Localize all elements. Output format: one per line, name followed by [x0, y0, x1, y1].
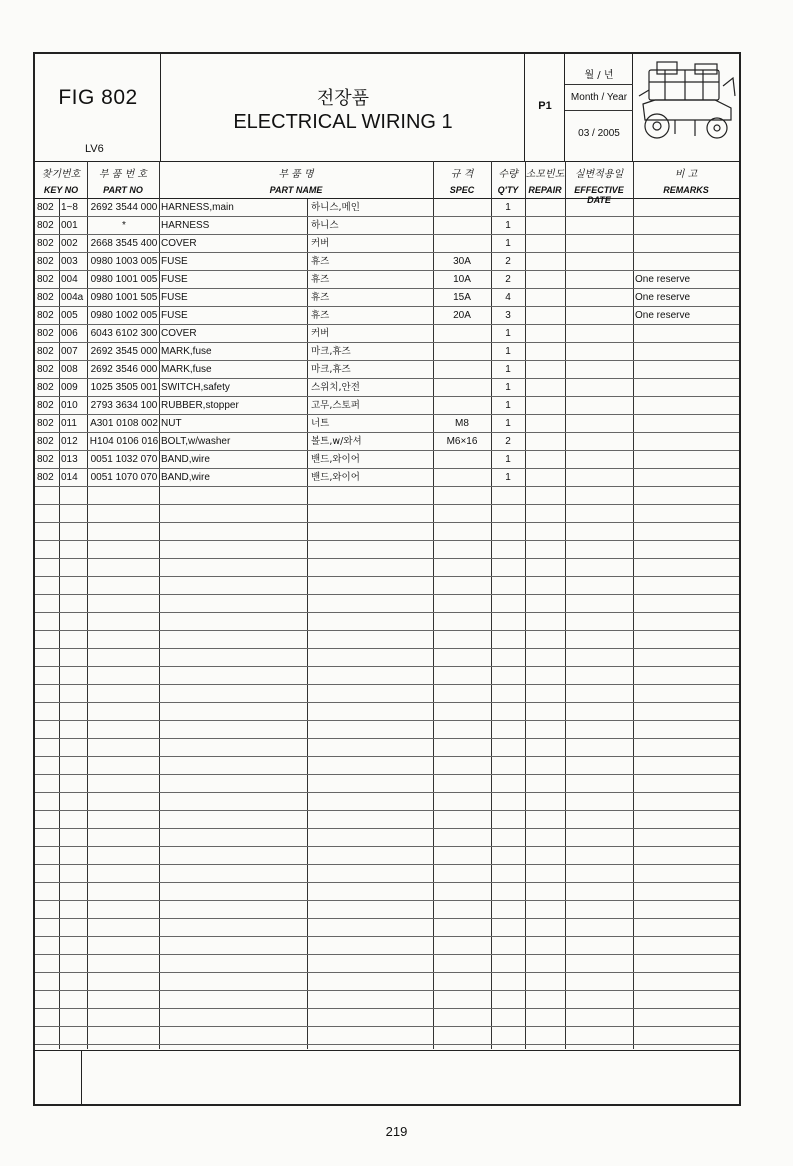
cell-part-no: 2692 3544 000 — [90, 202, 158, 213]
cell-part-no: 0980 1003 005 — [90, 256, 158, 267]
table-row — [35, 325, 739, 343]
cell-qty: 1 — [505, 346, 511, 357]
cell-name-en: RUBBER,stopper — [161, 400, 239, 411]
cell-name-kr: 하니스,메인 — [311, 202, 360, 213]
cell-part-no: 0980 1001 005 — [90, 274, 158, 285]
table-row — [35, 361, 739, 379]
cell-spec — [433, 235, 491, 252]
cell-name-kr: 스위치,안전 — [311, 382, 360, 393]
cell-fig: 802 — [37, 238, 54, 249]
cell-key: 006 — [61, 328, 78, 339]
table-row — [35, 595, 739, 613]
cell-key: 008 — [61, 364, 78, 375]
cell-key: 004 — [61, 274, 78, 285]
table-row — [35, 487, 739, 505]
cell-name-kr: 볼트,w/와셔 — [311, 436, 362, 447]
title-english: ELECTRICAL WIRING 1 — [233, 111, 453, 133]
cell-fig: 802 — [37, 328, 54, 339]
table-row — [35, 613, 739, 631]
cell-fig: 802 — [37, 382, 54, 393]
cell-remarks — [635, 343, 739, 360]
cell-key: 011 — [61, 418, 77, 429]
table-row — [35, 865, 739, 883]
cell-key: 1~8 — [61, 202, 78, 213]
cell-spec: 10A — [453, 274, 471, 285]
table-row — [35, 307, 739, 325]
note-area — [35, 1050, 739, 1104]
table-row — [35, 901, 739, 919]
table-row — [35, 289, 739, 307]
table-row — [35, 703, 739, 721]
cell-part-no: 2692 3546 000 — [90, 364, 158, 375]
cell-key: 009 — [61, 382, 78, 393]
cell-fig: 802 — [37, 364, 54, 375]
cell-qty: 2 — [505, 274, 511, 285]
table-row — [35, 199, 739, 217]
cell-spec: 15A — [453, 292, 471, 303]
fig-cell — [35, 54, 161, 161]
table-row — [35, 415, 739, 433]
table-row — [35, 955, 739, 973]
cell-part-no: A301 0108 002 — [90, 418, 158, 429]
cell-name-en: MARK,fuse — [161, 364, 212, 375]
cell-spec — [433, 217, 491, 234]
cell-name-en: MARK,fuse — [161, 346, 212, 357]
cell-fig: 802 — [37, 346, 54, 357]
cell-qty: 1 — [505, 418, 511, 429]
cell-remarks — [635, 379, 739, 396]
cell-part-no: * — [122, 220, 126, 231]
cell-qty: 1 — [505, 238, 511, 249]
table-row — [35, 919, 739, 937]
cell-qty: 1 — [505, 328, 511, 339]
cell-remarks — [635, 325, 739, 342]
cell-fig: 802 — [37, 202, 54, 213]
cell-spec — [433, 199, 491, 216]
table-row — [35, 541, 739, 559]
cell-part-no: 6043 6102 300 — [90, 328, 158, 339]
cell-spec: M8 — [455, 418, 469, 429]
cell-part-no: 0051 1070 070 — [90, 472, 158, 483]
cell-qty: 1 — [505, 220, 511, 231]
cell-qty: 1 — [505, 202, 511, 213]
cell-part-no: 0980 1001 505 — [90, 292, 158, 303]
cell-name-en: FUSE — [161, 274, 188, 285]
table-row — [35, 433, 739, 451]
table-row — [35, 793, 739, 811]
cell-spec — [433, 469, 491, 486]
cell-remarks — [635, 253, 739, 270]
cell-remarks: One reserve — [635, 274, 691, 285]
cell-name-en: BOLT,w/washer — [161, 436, 231, 447]
cell-key: 007 — [61, 346, 78, 357]
cell-name-en: COVER — [161, 328, 197, 339]
cell-name-en: FUSE — [161, 256, 188, 267]
cell-name-kr: 커버 — [311, 328, 330, 339]
table-row — [35, 829, 739, 847]
cell-qty: 2 — [505, 436, 511, 447]
cell-name-kr: 휴즈 — [311, 292, 330, 303]
cell-name-en: BAND,wire — [161, 454, 210, 465]
part-name-header: 부 품 명 PART NAME — [269, 169, 323, 195]
cell-name-kr: 휴즈 — [311, 310, 330, 321]
cell-fig: 802 — [37, 418, 54, 429]
cell-spec — [433, 343, 491, 360]
page-id: P1 — [538, 100, 552, 112]
table-row — [35, 523, 739, 541]
cell-remarks — [635, 361, 739, 378]
table-row — [35, 451, 739, 469]
cell-qty: 1 — [505, 364, 511, 375]
cell-key: 014 — [61, 472, 78, 483]
cell-remarks: One reserve — [635, 292, 691, 303]
cell-name-en: FUSE — [161, 292, 188, 303]
cell-key: 004a — [61, 292, 84, 303]
table-row — [35, 685, 739, 703]
cell-name-kr: 고무,스토퍼 — [311, 400, 360, 411]
issue-date: 03 / 2005 — [578, 128, 620, 139]
table-row — [35, 235, 739, 253]
model-name: LV6 — [85, 143, 104, 155]
cell-name-en: HARNESS — [161, 220, 210, 231]
cell-name-en: HARNESS,main — [161, 202, 234, 213]
cell-qty: 1 — [505, 382, 511, 393]
spec-header: 규 격 SPEC — [449, 169, 475, 195]
cell-name-en: FUSE — [161, 310, 188, 321]
cell-qty: 2 — [505, 256, 511, 267]
table-row — [35, 469, 739, 487]
cell-fig: 802 — [37, 220, 54, 231]
cell-remarks — [635, 217, 739, 234]
cell-fig: 802 — [37, 436, 54, 447]
month-year-label: Month / Year — [570, 92, 628, 103]
table-row — [35, 649, 739, 667]
cell-fig: 802 — [37, 274, 54, 285]
cell-spec — [433, 397, 491, 414]
cell-key: 005 — [61, 310, 78, 321]
cell-key: 001 — [61, 220, 78, 231]
cell-part-no: 2793 3634 100 — [90, 400, 158, 411]
key-no-header: 찾기번호 KEY NO — [41, 169, 81, 195]
cell-part-no: 0980 1002 005 — [90, 310, 158, 321]
cell-name-kr: 밴드,와이어 — [311, 454, 360, 465]
cell-name-kr: 밴드,와이어 — [311, 472, 360, 483]
page-number: 219 — [385, 1124, 408, 1139]
cell-spec: 20A — [453, 310, 471, 321]
table-row — [35, 757, 739, 775]
parts-sheet — [33, 52, 741, 1106]
cell-fig: 802 — [37, 292, 54, 303]
qty-header: 수량 Q'TY — [497, 169, 519, 195]
table-row — [35, 1009, 739, 1027]
cell-qty: 1 — [505, 472, 511, 483]
cell-fig: 802 — [37, 310, 54, 321]
cell-part-no: 2668 3545 400 — [90, 238, 158, 249]
table-row — [35, 217, 739, 235]
table-row — [35, 775, 739, 793]
cell-name-kr: 마크,휴즈 — [311, 364, 351, 375]
month-year-korean: 월 / 년 — [584, 70, 614, 81]
table-row — [35, 559, 739, 577]
table-row — [35, 253, 739, 271]
cell-key: 002 — [61, 238, 78, 249]
cell-name-kr: 하니스 — [311, 220, 339, 231]
cell-spec: M6×16 — [446, 436, 478, 447]
cell-qty: 4 — [505, 292, 511, 303]
cell-remarks — [635, 433, 739, 450]
table-row — [35, 1027, 739, 1045]
cell-spec: 30A — [453, 256, 471, 267]
cell-remarks — [635, 235, 739, 252]
table-row — [35, 343, 739, 361]
cell-name-en: BAND,wire — [161, 472, 210, 483]
cell-remarks: One reserve — [635, 310, 691, 321]
table-row — [35, 271, 739, 289]
table-row — [35, 667, 739, 685]
cell-spec — [433, 379, 491, 396]
cell-remarks — [635, 451, 739, 468]
table-row — [35, 505, 739, 523]
cell-key: 012 — [61, 436, 78, 447]
table-row — [35, 631, 739, 649]
cell-name-en: NUT — [161, 418, 182, 429]
cell-part-no: 2692 3545 000 — [90, 346, 158, 357]
table-row — [35, 973, 739, 991]
table-row — [35, 883, 739, 901]
cell-remarks — [635, 415, 739, 432]
table-row — [35, 721, 739, 739]
cell-fig: 802 — [37, 400, 54, 411]
remarks-header: 비 고 REMARKS — [663, 169, 709, 195]
cell-name-kr: 마크,휴즈 — [311, 346, 351, 357]
cell-fig: 802 — [37, 256, 54, 267]
repair-header: 소모빈도 REPAIR — [525, 169, 565, 195]
cell-name-en: SWITCH,safety — [161, 382, 230, 393]
cell-part-no: 1025 3505 001 — [90, 382, 158, 393]
cell-spec — [433, 451, 491, 468]
cell-qty: 1 — [505, 454, 511, 465]
cell-remarks — [635, 397, 739, 414]
cell-name-kr: 휴즈 — [311, 274, 330, 285]
cell-fig: 802 — [37, 454, 54, 465]
table-row — [35, 577, 739, 595]
table-row — [35, 847, 739, 865]
cell-spec — [433, 325, 491, 342]
table-row — [35, 937, 739, 955]
table-row — [35, 739, 739, 757]
table-row — [35, 991, 739, 1009]
part-no-header: 부 품 번 호 PART NO — [98, 169, 148, 195]
table-row — [35, 811, 739, 829]
cell-name-kr: 휴즈 — [311, 256, 330, 267]
table-row — [35, 397, 739, 415]
cell-spec — [433, 361, 491, 378]
cell-name-en: COVER — [161, 238, 197, 249]
cell-key: 003 — [61, 256, 78, 267]
cell-qty: 3 — [505, 310, 511, 321]
cell-part-no: H104 0106 016 — [89, 436, 159, 447]
effective-date-header: 실변적용일 EFFECTIVE DATE — [574, 169, 624, 205]
cell-remarks — [635, 199, 739, 216]
tractor-icon — [635, 56, 739, 159]
cell-key: 013 — [61, 454, 78, 465]
cell-fig: 802 — [37, 472, 54, 483]
cell-part-no: 0051 1032 070 — [90, 454, 158, 465]
cell-remarks — [635, 469, 739, 486]
table-row — [35, 379, 739, 397]
title-korean: 전장품 — [316, 88, 370, 109]
cell-name-kr: 너트 — [311, 418, 330, 429]
cell-name-kr: 커버 — [311, 238, 330, 249]
cell-key: 010 — [61, 400, 78, 411]
cell-qty: 1 — [505, 400, 511, 411]
fig-number: FIG 802 — [58, 86, 138, 109]
